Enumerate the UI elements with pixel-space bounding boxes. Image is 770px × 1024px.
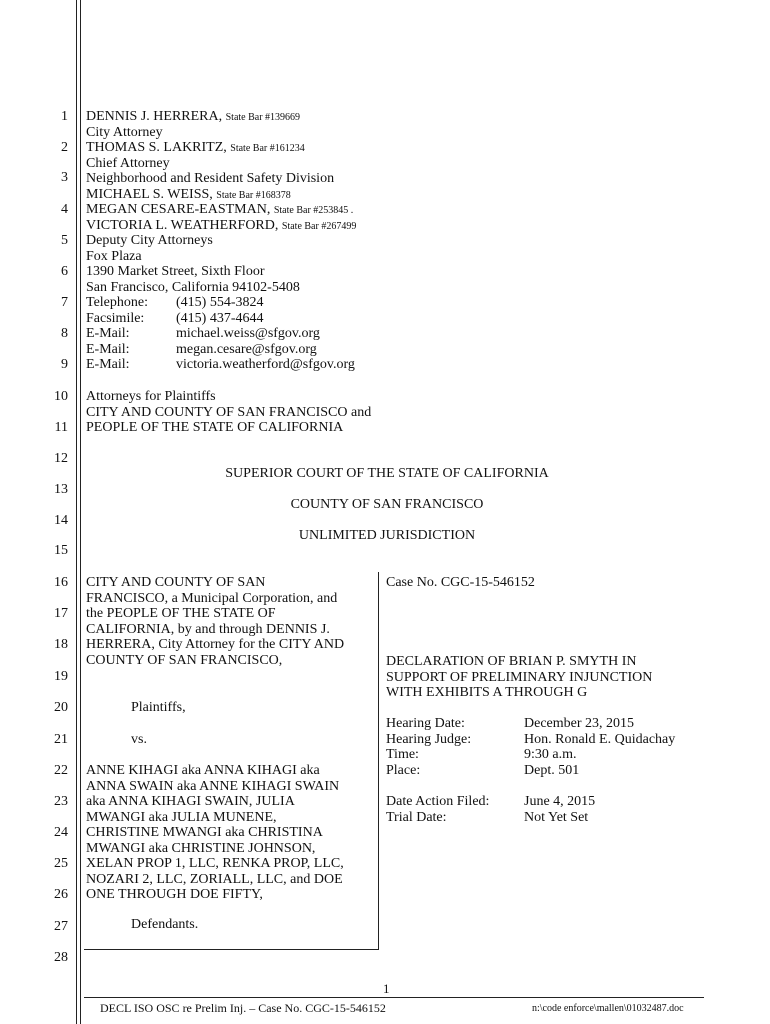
attorney-line: San Francisco, California 94102-5408 <box>86 279 300 295</box>
defendants-line: MWANGI aka CHRISTINE JOHNSON, <box>86 840 316 856</box>
line-number: 9 <box>61 357 68 372</box>
plaintiffs-line: CITY AND COUNTY OF SAN <box>86 575 266 590</box>
document-title-line: WITH EXHIBITS A THROUGH G <box>386 685 588 700</box>
contact-block <box>86 295 355 373</box>
line-number: 13 <box>54 482 68 497</box>
defendants-line: MWANGI aka JULIA MUNENE, <box>86 809 277 825</box>
line-number: 17 <box>54 606 68 621</box>
footer-title: DECL ISO OSC re Prelim Inj. – Case No. CGC-15-546152 <box>100 1001 386 1015</box>
contact-line: Telephone: (415) 554-3824 <box>86 295 264 310</box>
line-number: 16 <box>54 575 68 590</box>
document-title-line: DECLARATION OF BRIAN P. SMYTH IN <box>386 654 637 669</box>
line-number: 2 <box>61 140 68 155</box>
line-number: 23 <box>54 794 68 809</box>
case-number: Case No. CGC-15-546152 <box>386 575 535 590</box>
line-number: 25 <box>54 856 68 871</box>
line-number: 7 <box>61 295 68 310</box>
court-county: COUNTY OF SAN FRANCISCO <box>290 497 484 512</box>
defendants-line: NOZARI 2, LLC, ZORIALL, LLC, and DOE <box>86 871 343 887</box>
hearing-info <box>386 716 676 778</box>
line-number: 15 <box>54 543 68 558</box>
court-name: SUPERIOR COURT OF THE STATE OF CALIFORNIA <box>225 466 549 481</box>
document-title-line: SUPPORT OF PRELIMINARY INJUNCTION <box>386 669 653 685</box>
contact-line: E-Mail: megan.cesare@sfgov.org <box>86 341 317 357</box>
caption-divider-horizontal <box>84 949 379 950</box>
attorney-line: Deputy City Attorneys <box>86 233 213 248</box>
line-number: 5 <box>61 233 68 248</box>
footer-rule <box>84 997 704 998</box>
page-number: 1 <box>383 981 390 996</box>
attorney-line: THOMAS S. LAKRITZ, State Bar #161234 <box>86 140 305 155</box>
plaintiffs-block <box>86 575 344 668</box>
defendants-line: ONE THROUGH DOE FIFTY, <box>86 887 263 902</box>
left-margin-rule-1 <box>76 0 77 1024</box>
defendants-block <box>86 763 344 903</box>
attorney-line: 1390 Market Street, Sixth Floor <box>86 264 265 279</box>
line-number: 12 <box>54 451 68 466</box>
attorneys-for-line: PEOPLE OF THE STATE OF CALIFORNIA <box>86 420 344 435</box>
hearing-row: Place: Dept. 501 <box>386 762 580 778</box>
plaintiffs-line: FRANCISCO, a Municipal Corporation, and <box>86 590 338 606</box>
filing-info <box>386 794 596 825</box>
line-number: 26 <box>54 887 68 902</box>
filing-row: Date Action Filed: June 4, 2015 <box>386 794 596 809</box>
attorney-line: VICTORIA L. WEATHERFORD, State Bar #267499 <box>86 217 357 233</box>
attorney-line: City Attorney <box>86 124 163 140</box>
hearing-row: Hearing Judge: Hon. Ronald E. Quidachay <box>386 731 676 747</box>
plaintiffs-label: Plaintiffs, <box>131 700 186 715</box>
line-number: 6 <box>61 264 68 279</box>
line-number: 10 <box>54 389 68 404</box>
hearing-row: Hearing Date: December 23, 2015 <box>386 716 635 731</box>
plaintiffs-line: COUNTY OF SAN FRANCISCO, <box>86 652 283 668</box>
line-number: 11 <box>54 420 68 435</box>
line-number: 22 <box>54 763 68 778</box>
caption-divider-vertical <box>378 572 379 950</box>
attorney-line: Neighborhood and Resident Safety Division <box>86 171 335 186</box>
hearing-row: Time: 9:30 a.m. <box>386 747 577 762</box>
contact-line: Facsimile: (415) 437-4644 <box>86 310 264 326</box>
defendants-line: ANNA SWAIN aka ANNE KIHAGI SWAIN <box>86 778 340 794</box>
contact-line: E-Mail: michael.weiss@sfgov.org <box>86 326 320 341</box>
line-number: 8 <box>61 326 68 341</box>
versus-label: vs. <box>131 732 147 747</box>
defendants-label: Defendants. <box>131 917 199 932</box>
line-number: 18 <box>54 637 68 652</box>
contact-line: E-Mail: victoria.weatherford@sfgov.org <box>86 357 355 372</box>
attorney-line: Chief Attorney <box>86 155 170 171</box>
attorneys-for-line: Attorneys for Plaintiffs <box>86 389 216 404</box>
attorney-line: Fox Plaza <box>86 248 142 264</box>
court-jurisdiction: UNLIMITED JURISDICTION <box>298 528 476 543</box>
attorneys-for-block <box>86 389 371 436</box>
line-number: 27 <box>54 919 68 934</box>
attorneys-for-line: CITY AND COUNTY OF SAN FRANCISCO and <box>86 404 372 420</box>
line-number: 1 <box>61 109 68 124</box>
attorney-line: MEGAN CESARE-EASTMAN, State Bar #253845 . <box>86 202 354 217</box>
attorney-block <box>86 109 356 295</box>
plaintiffs-line: HERRERA, City Attorney for the CITY AND <box>86 637 345 652</box>
line-number: 4 <box>61 202 68 217</box>
filing-row: Trial Date: Not Yet Set <box>386 809 589 825</box>
line-number: 24 <box>54 825 68 840</box>
left-margin-rule-2 <box>80 0 81 1024</box>
attorney-line: DENNIS J. HERRERA, State Bar #139669 <box>86 109 301 124</box>
line-number: 3 <box>61 170 68 185</box>
defendants-line: CHRISTINE MWANGI aka CHRISTINA <box>86 825 323 840</box>
line-number: 20 <box>54 700 68 715</box>
plaintiffs-line: the PEOPLE OF THE STATE OF <box>86 606 276 621</box>
defendants-line: ANNE KIHAGI aka ANNA KIHAGI aka <box>86 763 320 778</box>
footer-file-path: n:\code enforce\mallen\01032487.doc <box>532 1003 684 1014</box>
defendants-line: XELAN PROP 1, LLC, RENKA PROP, LLC, <box>86 856 344 871</box>
document-title <box>386 654 652 701</box>
attorney-line: MICHAEL S. WEISS, State Bar #168378 <box>86 186 291 202</box>
line-number: 28 <box>54 950 68 965</box>
plaintiffs-line: CALIFORNIA, by and through DENNIS J. <box>86 621 330 637</box>
line-number: 14 <box>54 513 68 528</box>
line-number: 19 <box>54 669 68 684</box>
line-number: 21 <box>54 732 68 747</box>
defendants-line: aka ANNA KIHAGI SWAIN, JULIA <box>86 794 295 809</box>
